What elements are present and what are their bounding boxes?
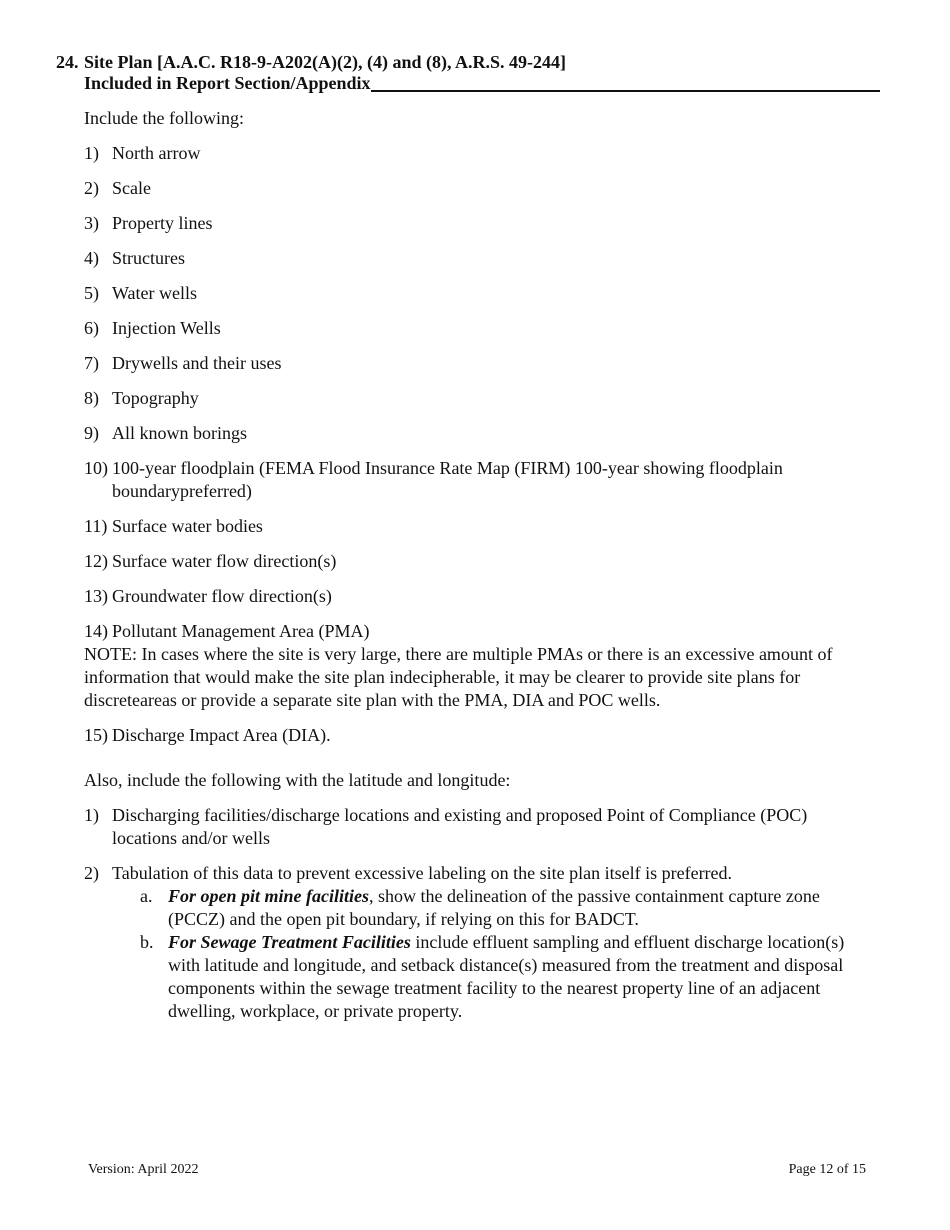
- list-item: 10) 100-year floodplain (FEMA Flood Insurance Rate Map (FIRM) 100-year showing floodplain boundarypreferred): [84, 458, 783, 501]
- lat-long-items-list: [84, 804, 874, 885]
- dia-item-list: [84, 724, 874, 747]
- intro-text: Include the following:: [84, 108, 244, 128]
- sub-list-item: b. For Sewage Treatment Facilities include effluent sampling and effluent discharge location(s) with latitude and longitude, and setback distance(s) measured from the treatment and disposal components within the sewage treatment facility to the nearest property line of an adjacent dwelling, workplace, or private property.: [140, 932, 845, 1021]
- list-item: 12) Surface water flow direction(s): [84, 551, 337, 571]
- sub-list-item: a. For open pit mine facilities, show the delineation of the passive containment capture zone (PCCZ) and the open pit boundary, if relying on this for BADCT.: [140, 886, 820, 929]
- list-item: 11) Surface water bodies: [84, 516, 263, 536]
- heading-line-1: [56, 52, 880, 73]
- section-heading: [56, 52, 880, 94]
- list-item: 13) Groundwater flow direction(s): [84, 586, 332, 606]
- footer-version: Version: April 2022: [88, 1162, 199, 1177]
- section-title: Site Plan [A.A.C. R18-9-A202(A)(2), (4) and (8), A.R.S. 49-244]: [84, 52, 566, 72]
- list-item: 2) Tabulation of this data to prevent excessive labeling on the site plan itself is preferred.: [84, 863, 733, 883]
- list-item: 1) North arrow: [84, 143, 201, 163]
- included-label: Included in Report Section/Appendix: [84, 73, 371, 93]
- list-item: 8) Topography: [84, 388, 199, 408]
- list-item: 2) Scale: [84, 178, 151, 198]
- facility-sub-list: [84, 885, 874, 1023]
- facility-type-emphasis: For open pit mine facilities: [168, 886, 369, 906]
- list-item: 3) Property lines: [84, 213, 213, 233]
- document-body: [84, 107, 874, 1023]
- list-item: 5) Water wells: [84, 283, 198, 303]
- facility-type-emphasis: For Sewage Treatment Facilities: [168, 932, 411, 952]
- lat-long-intro: Also, include the following with the latitude and longitude:: [84, 770, 511, 790]
- footer-page-number: Page 12 of 15: [788, 1162, 866, 1177]
- site-plan-items-list: [84, 142, 874, 643]
- appendix-blank-line: [371, 89, 880, 92]
- heading-line-2: [56, 73, 880, 94]
- list-item: 1) Discharging facilities/discharge locations and existing and proposed Point of Compliance (POC) locations and/or wells: [84, 805, 808, 848]
- list-item: 7) Drywells and their uses: [84, 353, 282, 373]
- list-item: 14) Pollutant Management Area (PMA): [84, 621, 370, 641]
- list-item: 9) All known borings: [84, 423, 247, 443]
- list-item: 4) Structures: [84, 248, 185, 268]
- section-number: 24.: [56, 52, 79, 72]
- list-item: 15) Discharge Impact Area (DIA).: [84, 725, 331, 745]
- list-item: 6) Injection Wells: [84, 318, 221, 338]
- pma-note: NOTE: In cases where the site is very large, there are multiple PMAs or there is an excessive amount of information that would make the site plan indecipherable, it may be clearer to provide site plans for discreteareas or provide a separate site plan with the PMA, DIA and POC wells.: [84, 644, 833, 710]
